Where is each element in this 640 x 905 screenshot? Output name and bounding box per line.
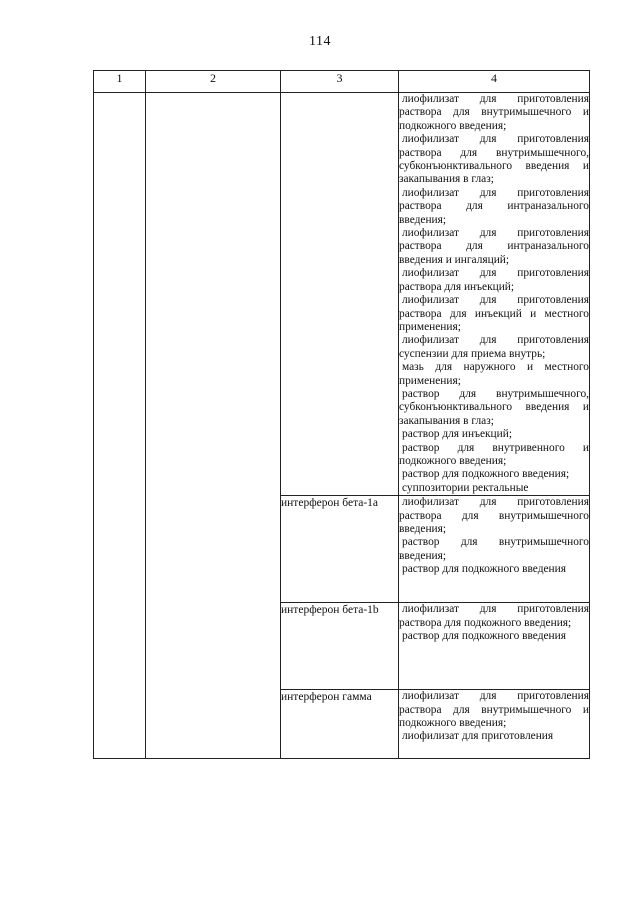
dosage-form-item: раствор для инъекций;	[402, 428, 513, 441]
column-header-1: 1	[94, 71, 146, 93]
dosage-form-item: раствор для подкожного введения;	[402, 468, 570, 481]
drug-name-cell	[281, 93, 399, 496]
dosage-form-item: раствор для внутримышечного, субконъюнктивального введения и закапывания в глаз;	[399, 387, 589, 427]
dosage-form-item: раствор для внутривенного и подкожного введения;	[399, 441, 589, 467]
drug-name-cell: интерферон бета-1b	[281, 603, 399, 690]
dosage-form-item: лиофилизат для приготовления раствора для внутримышечного, субконъюнктивального введения и закапывания в глаз;	[399, 133, 589, 186]
cell-col-1	[94, 93, 146, 759]
column-header-3: 3	[281, 71, 399, 93]
cell-col-2	[146, 93, 281, 759]
drug-table	[93, 70, 590, 759]
dosage-forms-cell	[399, 93, 590, 496]
header-row	[94, 71, 590, 93]
table-row	[94, 93, 590, 496]
dosage-form-item: раствор для подкожного введения	[402, 630, 566, 642]
dosage-form-item: лиофилизат для приготовления раствора для интраназального введения и ингаляций;	[399, 227, 589, 266]
dosage-form-item: лиофилизат для приготовления раствора для подкожного введения;	[399, 603, 589, 629]
drug-name-cell: интерферон бета-1a	[281, 496, 399, 603]
column-header-2: 2	[146, 71, 281, 93]
dosage-form-item: лиофилизат для приготовления суспензии для приема внутрь;	[399, 334, 589, 360]
dosage-forms-cell	[399, 603, 590, 690]
page-number: 114	[309, 34, 331, 49]
dosage-form-item: лиофилизат для приготовления раствора для внутримышечного и подкожного введения;	[399, 690, 589, 729]
column-header-4: 4	[399, 71, 590, 93]
dosage-form-item: лиофилизат для приготовления раствора для внутримышечного и подкожного введения;	[399, 93, 589, 132]
dosage-form-item: раствор для внутримышечного введения;	[399, 536, 589, 562]
dosage-forms-cell	[399, 496, 590, 603]
drug-name-cell: интерферон гамма	[281, 690, 399, 759]
dosage-form-item: суппозитории ректальные	[402, 481, 529, 494]
dosage-form-item: мазь для наружного и местного применения;	[399, 361, 589, 387]
dosage-form-item: лиофилизат для приготовления раствора для интраназального введения;	[399, 186, 589, 226]
dosage-form-item: раствор для подкожного введения	[402, 563, 566, 576]
dosage-form-item: лиофилизат для приготовления раствора для инъекций и местного применения;	[399, 294, 589, 333]
dosage-form-item: лиофилизат для приготовления раствора для внутримышечного введения;	[399, 496, 589, 535]
dosage-form-item: лиофилизат для приготовления	[402, 730, 554, 743]
dosage-form-item: лиофилизат для приготовления раствора для инъекций;	[399, 267, 589, 293]
dosage-forms-cell	[399, 690, 590, 759]
